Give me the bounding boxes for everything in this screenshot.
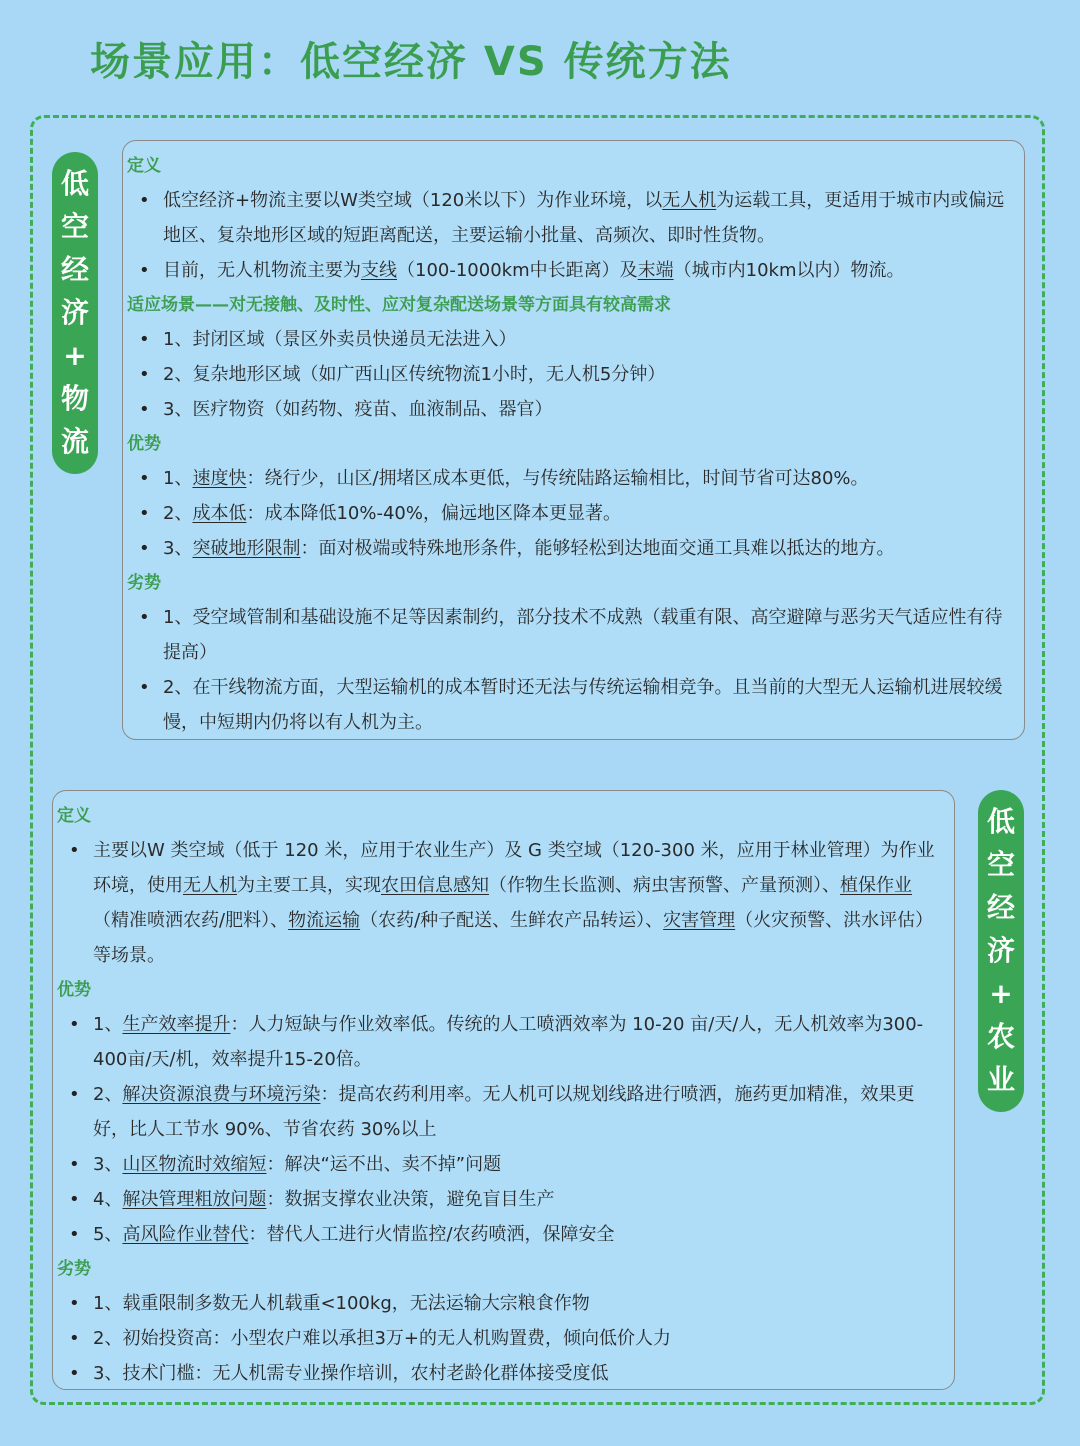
bullet-item bbox=[127, 357, 1010, 392]
vertical-label-char: 流 bbox=[60, 425, 89, 458]
bullet-list bbox=[57, 1286, 940, 1391]
bullet-item bbox=[57, 1147, 940, 1182]
bullet-item bbox=[127, 600, 1010, 670]
text-segment: ：成本降低10%-40%，偏远地区降本更显著。 bbox=[246, 503, 621, 524]
text-segment: 1、 bbox=[163, 468, 193, 489]
text-segment: ：面对极端或特殊地形条件，能够轻松到达地面交通工具难以抵达的地方。 bbox=[300, 538, 895, 559]
text-segment: ：提高农药利用率。无人机可以规划线路进行喷洒，施药更加精准，效果更好，比人工节水 90%、节省农药 30%以上 bbox=[93, 1084, 915, 1140]
bullet-item bbox=[57, 1077, 940, 1147]
underlined-term: 解决资源浪费与环境污染 bbox=[122, 1084, 321, 1105]
bullet-item bbox=[127, 392, 1010, 427]
text-segment: 为运载工具，更适用于城市内或偏远地区、复杂地形区域的短距离配送，主要运输小批量、高频次、即时性货物。 bbox=[163, 190, 1005, 246]
text-segment: 4、 bbox=[93, 1189, 123, 1210]
vertical-label-char: 低 bbox=[986, 805, 1015, 838]
bullet-item bbox=[57, 1356, 940, 1391]
text-segment: 主要以W 类空域（低于 120 米，应用于农业生产）及 G 类空域（120-300 米，应用于林业管理）为作业环境，使用 bbox=[93, 840, 935, 896]
bullet-item bbox=[127, 496, 1010, 531]
bullet-list bbox=[57, 1007, 940, 1252]
vertical-label-char: 经 bbox=[60, 253, 89, 286]
vertical-label-char: 物 bbox=[60, 382, 89, 415]
underlined-term: 无人机 bbox=[662, 190, 717, 211]
text-segment: 3、 bbox=[163, 538, 193, 559]
vertical-label-char: 空 bbox=[60, 210, 89, 243]
logistics-content bbox=[123, 141, 1024, 740]
underlined-term: 山区物流时效缩短 bbox=[122, 1154, 267, 1175]
bullet-item bbox=[127, 461, 1010, 496]
section-heading: 劣势 bbox=[127, 573, 161, 593]
bullet-item bbox=[57, 1182, 940, 1217]
bullet-list bbox=[127, 461, 1010, 566]
text-segment: 2、初始投资高：小型农户难以承担3万+的无人机购置费，倾向低价人力 bbox=[93, 1328, 671, 1349]
underlined-term: 灾害管理 bbox=[663, 910, 736, 931]
bullet-item bbox=[127, 670, 1010, 740]
bullet-list bbox=[127, 322, 1010, 427]
section-heading: 定义 bbox=[57, 806, 91, 826]
section-heading: 定义 bbox=[127, 156, 161, 176]
text-segment: （精准喷洒农药/肥料）、 bbox=[93, 910, 289, 931]
text-segment: （城市内10km以内）物流。 bbox=[673, 260, 905, 281]
text-segment: 2、复杂地形区域（如广西山区传统物流1小时，无人机5分钟） bbox=[163, 364, 666, 385]
vertical-label-char: 经 bbox=[986, 891, 1015, 924]
vertical-label-char: 业 bbox=[986, 1063, 1015, 1096]
underlined-term: 生产效率提升 bbox=[122, 1014, 231, 1035]
text-segment: ：替代人工进行火情监控/农药喷洒，保障安全 bbox=[248, 1224, 615, 1245]
text-segment: 2、 bbox=[163, 503, 193, 524]
bullet-list bbox=[127, 183, 1010, 288]
text-segment: 1、受空域管制和基础设施不足等因素制约，部分技术不成熟（载重有限、高空避障与恶劣天气适应性有待提高） bbox=[163, 607, 1003, 663]
agriculture-vertical-label bbox=[978, 790, 1024, 1112]
page-title: 场景应用：低空经济 VS 传统方法 bbox=[90, 39, 732, 85]
text-segment: 2、 bbox=[93, 1084, 123, 1105]
text-segment: 低空经济+物流主要以W类空域（120米以下）为作业环境，以 bbox=[163, 190, 663, 211]
section-heading: 优势 bbox=[57, 980, 91, 1000]
text-segment: （火灾预警、洪水评估）等场景。 bbox=[93, 910, 934, 966]
bullet-item bbox=[127, 253, 1010, 288]
text-segment: 目前，无人机物流主要为 bbox=[163, 260, 361, 281]
text-segment: （农药/种子配送、生鲜农产品转运）、 bbox=[360, 910, 664, 931]
text-segment: （100-1000km中长距离）及 bbox=[397, 260, 638, 281]
text-segment: ：人力短缺与作业效率低。传统的人工喷洒效率为 10-20 亩/天/人，无人机效率为300-400亩/天/机，效率提升15-20倍。 bbox=[93, 1014, 924, 1070]
bullet-item bbox=[57, 1007, 940, 1077]
bullet-list bbox=[127, 600, 1010, 740]
text-segment: ：解决“运不出、卖不掉”问题 bbox=[266, 1154, 502, 1175]
vertical-label-char: 空 bbox=[986, 848, 1015, 881]
text-segment: ：数据支撑农业决策，避免盲目生产 bbox=[266, 1189, 555, 1210]
bullet-item bbox=[57, 1286, 940, 1321]
underlined-term: 植保作业 bbox=[840, 875, 912, 896]
underlined-term: 解决管理粗放问题 bbox=[122, 1189, 267, 1210]
vertical-label-char: 济 bbox=[986, 934, 1015, 967]
section-heading: 优势 bbox=[127, 434, 161, 454]
bullet-item bbox=[57, 1217, 940, 1252]
text-segment: 3、医疗物资（如药物、疫苗、血液制品、器官） bbox=[163, 399, 553, 420]
underlined-term: 高风险作业替代 bbox=[122, 1224, 249, 1245]
agriculture-panel bbox=[52, 790, 955, 1390]
vertical-label-char: + bbox=[63, 339, 87, 372]
vertical-label-char: 低 bbox=[60, 167, 89, 200]
underlined-term: 突破地形限制 bbox=[192, 538, 301, 559]
bullet-item bbox=[127, 183, 1010, 253]
text-segment: 5、 bbox=[93, 1224, 123, 1245]
underlined-term: 支线 bbox=[361, 260, 397, 281]
text-segment: 3、技术门槛：无人机需专业操作培训，农村老龄化群体接受度低 bbox=[93, 1363, 609, 1384]
agriculture-content bbox=[53, 791, 954, 1391]
bullet-list bbox=[57, 833, 940, 973]
vertical-label-char: + bbox=[989, 977, 1013, 1010]
text-segment: 3、 bbox=[93, 1154, 123, 1175]
underlined-term: 农田信息感知 bbox=[381, 875, 489, 896]
vertical-label-char: 农 bbox=[986, 1020, 1015, 1053]
underlined-term: 物流运输 bbox=[288, 910, 361, 931]
text-segment: 1、 bbox=[93, 1014, 123, 1035]
text-segment: 1、载重限制多数无人机载重<100kg，无法运输大宗粮食作物 bbox=[93, 1293, 590, 1314]
logistics-panel bbox=[122, 140, 1025, 740]
logistics-vertical-label bbox=[52, 152, 98, 474]
text-segment: 为主要工具，实现 bbox=[237, 875, 381, 896]
underlined-term: 成本低 bbox=[192, 503, 247, 524]
section-heading: 适应场景——对无接触、及时性、应对复杂配送场景等方面具有较高需求 bbox=[127, 295, 671, 315]
text-segment: ：绕行少，山区/拥堵区成本更低，与传统陆路运输相比，时间节省可达80%。 bbox=[246, 468, 869, 489]
bullet-item bbox=[57, 833, 940, 973]
underlined-term: 末端 bbox=[637, 260, 674, 281]
text-segment: 2、在干线物流方面，大型运输机的成本暂时还无法与传统运输相竞争。且当前的大型无人运输机进展较缓慢，中短期内仍将以有人机为主。 bbox=[163, 677, 1003, 733]
bullet-item bbox=[127, 322, 1010, 357]
text-segment: （作物生长监测、病虫害预警、产量预测）、 bbox=[489, 875, 840, 896]
text-segment: 1、封闭区域（景区外卖员快递员无法进入） bbox=[163, 329, 517, 350]
section-heading: 劣势 bbox=[57, 1259, 91, 1279]
underlined-term: 无人机 bbox=[183, 875, 237, 896]
vertical-label-char: 济 bbox=[60, 296, 89, 329]
underlined-term: 速度快 bbox=[192, 468, 247, 489]
bullet-item bbox=[57, 1321, 940, 1356]
bullet-item bbox=[127, 531, 1010, 566]
